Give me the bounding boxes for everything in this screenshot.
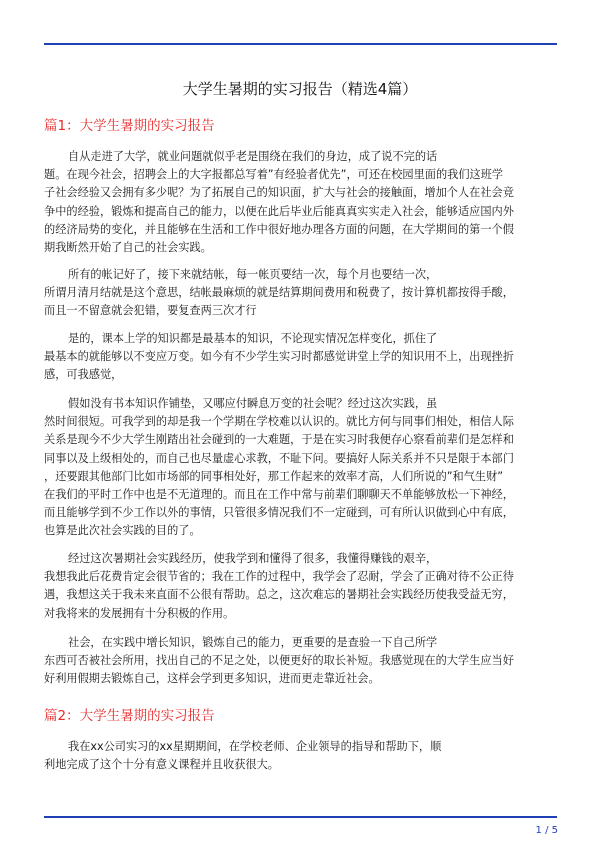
paragraph [44,148,560,257]
text-line: 所有的帐记好了，接下来就结帐，每一帐页要结一次，每个月也要结一次， [68,268,438,281]
text-line: 也算是此次社会实践的目的了。 [44,524,201,538]
text-line: 经过这次暑期社会实践经历，使我学到和懂得了很多，我懂得赚钱的艰辛， [68,552,438,565]
text-line: 对我将来的发展拥有十分积极的作用。 [44,606,235,620]
text-line: 期我断然开始了自己的社会实践。 [44,241,212,255]
header-rule [44,43,557,45]
text-line: 我在xx公司实习的xx星期期间，在学校老师、企业领导的指导和帮助下，顺 [68,740,442,753]
text-line: ，还要跟其他部门比如市场部的同事相处好，那工作起来的效率才高，人们所说的”和气生财” [44,469,504,483]
text-line: 好利用假期去锻炼自己，这样会学到更多知识，进而更走靠近社会。 [44,672,380,686]
text-line: 子社会经验又会拥有多少呢？为了拓展自己的知识面，扩大与社会的接触面，增加个人在社会竞 [44,186,514,200]
text-line: 利地完成了这个十分有意义课程并且收获很大。 [44,758,279,772]
page-number: 1 / 5 [535,825,558,836]
text-line: 最基本的就能够以不变应万变。如今有不少学生实习时都感觉讲堂上学的知识用不上，出现挫折 [44,350,514,364]
text-line: 我想我此后花费肯定会很节省的；我在工作的过程中，我学会了忍耐，学会了正确对待不公正待 [44,570,514,584]
section-heading-2: 篇2：大学生暑期的实习报告 [44,708,215,724]
text-line: 感，可我感觉， [44,368,123,382]
text-line: 而且一不留意就会犯错，要复查两三次才行 [44,304,257,318]
text-line: 同事以及上级相处的，而自己也尽量虚心求教，不耻下问。要搞好人际关系并不只是限于本部门 [44,451,514,465]
text-line: 而且能够学到不少工作以外的事情，只管很多情况我们不一定碰到，可有所认识做到心中有底， [44,506,514,520]
text-line: 关系是现今不少大学生刚踏出社会碰到的一大难题，于是在实习时我便存心察看前辈们是怎样和 [44,433,514,447]
text-line: 所谓月清月结就是这个意思，结帐最麻烦的就是结算期间费用和税费了，按计算机都按得手酸， [44,286,514,300]
paragraph [44,634,560,689]
text-line: 的经济局势的变化，并且能够在生活和工作中很好地办理各方面的问题，在大学期间的第一个假 [44,222,514,236]
document-title: 大学生暑期的实习报告（精选4篇） [182,80,418,98]
section-heading-1: 篇1：大学生暑期的实习报告 [44,118,215,134]
text-line: 题。在现今社会，招聘会上的大字报都总写着”有经验者优先”，可还在校园里面的我们这班学 [44,168,504,182]
footer-rule [44,816,557,818]
text-line: 在我们的平时工作中也是不无道理的。而且在工作中常与前辈们聊聊天不单能够放松一下神经， [44,488,514,502]
text-line: 争中的经验，锻炼和提高自己的能力，以便在此后毕业后能真真实实走入社会，能够适应国内外 [44,204,514,218]
text-line: 自从走进了大学，就业问题就似乎老是围绕在我们的身边，成了说不完的话 [68,150,438,163]
text-line: 东西可否被社会所用，找出自己的不足之处，以便更好的取长补短。我感觉现在的大学生应当好 [44,654,514,668]
paragraph [44,330,560,385]
text-line: 假如没有书本知识作铺垫，又哪应付瞬息万变的社会呢？经过这次实践，虽 [68,397,438,410]
text-line: 社会，在实践中增长知识，锻炼自己的能力，更重要的是查验一下自己所学 [68,636,438,649]
text-line: 是的，课本上学的知识都是最基本的知识，不论现实情况怎样变化，抓住了 [68,332,438,345]
text-line: 然时间很短。可我学到的却是我一个学期在学校难以认识的。就比方何与同事们相处，相信人际 [44,415,514,429]
paragraph [44,550,560,623]
paragraph [44,738,560,774]
text-line: 遇，我想这关于我未来直面不公很有帮助。总之，这次难忘的暑期社会实践经历使我受益无穷， [44,588,514,602]
paragraph [44,395,560,541]
paragraph [44,266,560,321]
